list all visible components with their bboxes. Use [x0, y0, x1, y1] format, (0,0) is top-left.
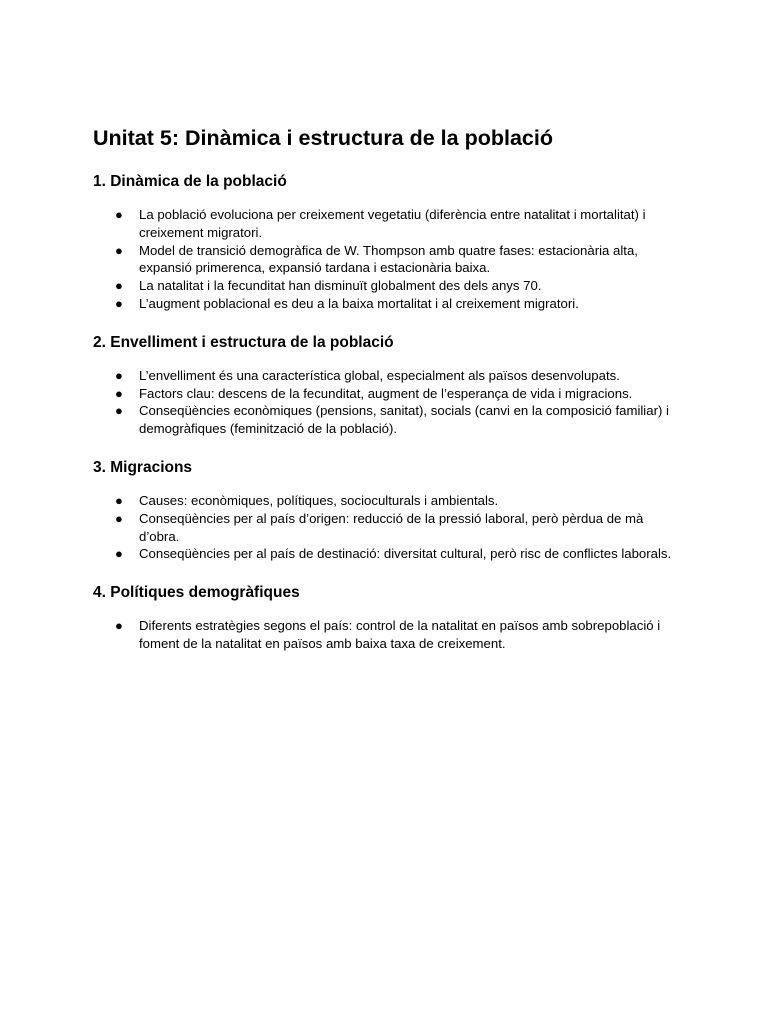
list-item-text: Conseqüències per al país de destinació: diversitat cultural, però risc de conflictes laborals.: [139, 546, 672, 562]
bullet-icon: ●: [115, 403, 123, 419]
bullet-list: [93, 206, 683, 313]
bullet-icon: ●: [115, 618, 123, 634]
bullet-icon: ●: [115, 546, 123, 562]
section-heading: 1. Dinàmica de la població: [93, 173, 287, 190]
bullet-icon: ●: [115, 242, 123, 258]
list-item-text: Conseqüències econòmiques (pensions, sanitat), socials (canvi en la composició familiar) i demogràfiques (feminització de la població).: [139, 403, 669, 437]
bullet-list: [93, 367, 683, 438]
list-item: [93, 367, 683, 385]
list-item: [93, 385, 683, 403]
bullet-icon: ●: [115, 207, 123, 222]
section-heading: 3. Migracions: [93, 458, 193, 476]
bullet-icon: ●: [115, 295, 123, 311]
bullet-icon: ●: [115, 367, 123, 383]
list-item: [93, 242, 683, 278]
bullet-icon: ●: [115, 510, 123, 526]
list-item: [93, 295, 683, 313]
section-politiques: [93, 583, 683, 653]
bullet-list: [93, 492, 683, 563]
list-item-text: Causes: econòmiques, polítiques, socioculturals i ambientals.: [139, 492, 499, 508]
list-item-text: L’augment poblacional es deu a la baixa mortalitat i al creixement migratori.: [139, 295, 579, 311]
list-item-text: L’envelliment és una característica global, especialment als països desenvolupats.: [139, 367, 620, 383]
list-item-text: La població evoluciona per creixement vegetatiu (diferència entre natalitat i mortalitat) i creixement migratori.: [139, 207, 646, 240]
list-item-text: Factors clau: descens de la fecunditat, augment de l’esperança de vida i migracions.: [139, 385, 633, 401]
list-item: [93, 510, 683, 546]
list-item-text: Conseqüències per al país d’origen: reducció de la pressió laboral, però pèrdua de mà d’obra.: [139, 510, 644, 544]
list-item: [93, 617, 683, 653]
list-item-text: La natalitat i la fecunditat han disminuït globalment des dels anys 70.: [139, 278, 542, 294]
bullet-list: [93, 617, 683, 653]
list-item-text: Model de transició demogràfica de W. Thompson amb quatre fases: estacionària alta, expansió primerenca, expansió tardana i estacionària baixa.: [139, 242, 638, 276]
list-item: [93, 206, 683, 242]
bullet-icon: ●: [115, 278, 123, 294]
document-title: Unitat 5: Dinàmica i estructura de la població: [93, 126, 553, 150]
list-item-text: Diferents estratègies segons el país: control de la natalitat en països amb sobrepoblació i foment de la natalitat en països amb baixa taxa de creixement.: [139, 618, 661, 651]
list-item: [93, 277, 683, 295]
section-heading: 2. Envelliment i estructura de la població: [93, 333, 394, 351]
section-dinamica: [93, 172, 683, 313]
list-item: [93, 492, 683, 510]
list-item: [93, 545, 683, 563]
section-heading: 4. Polítiques demogràfiques: [93, 584, 300, 602]
section-envelliment: [93, 333, 683, 438]
list-item: [93, 402, 683, 438]
document-page: [93, 124, 683, 673]
bullet-icon: ●: [115, 492, 123, 508]
bullet-icon: ●: [115, 385, 123, 401]
section-migracions: [93, 458, 683, 563]
